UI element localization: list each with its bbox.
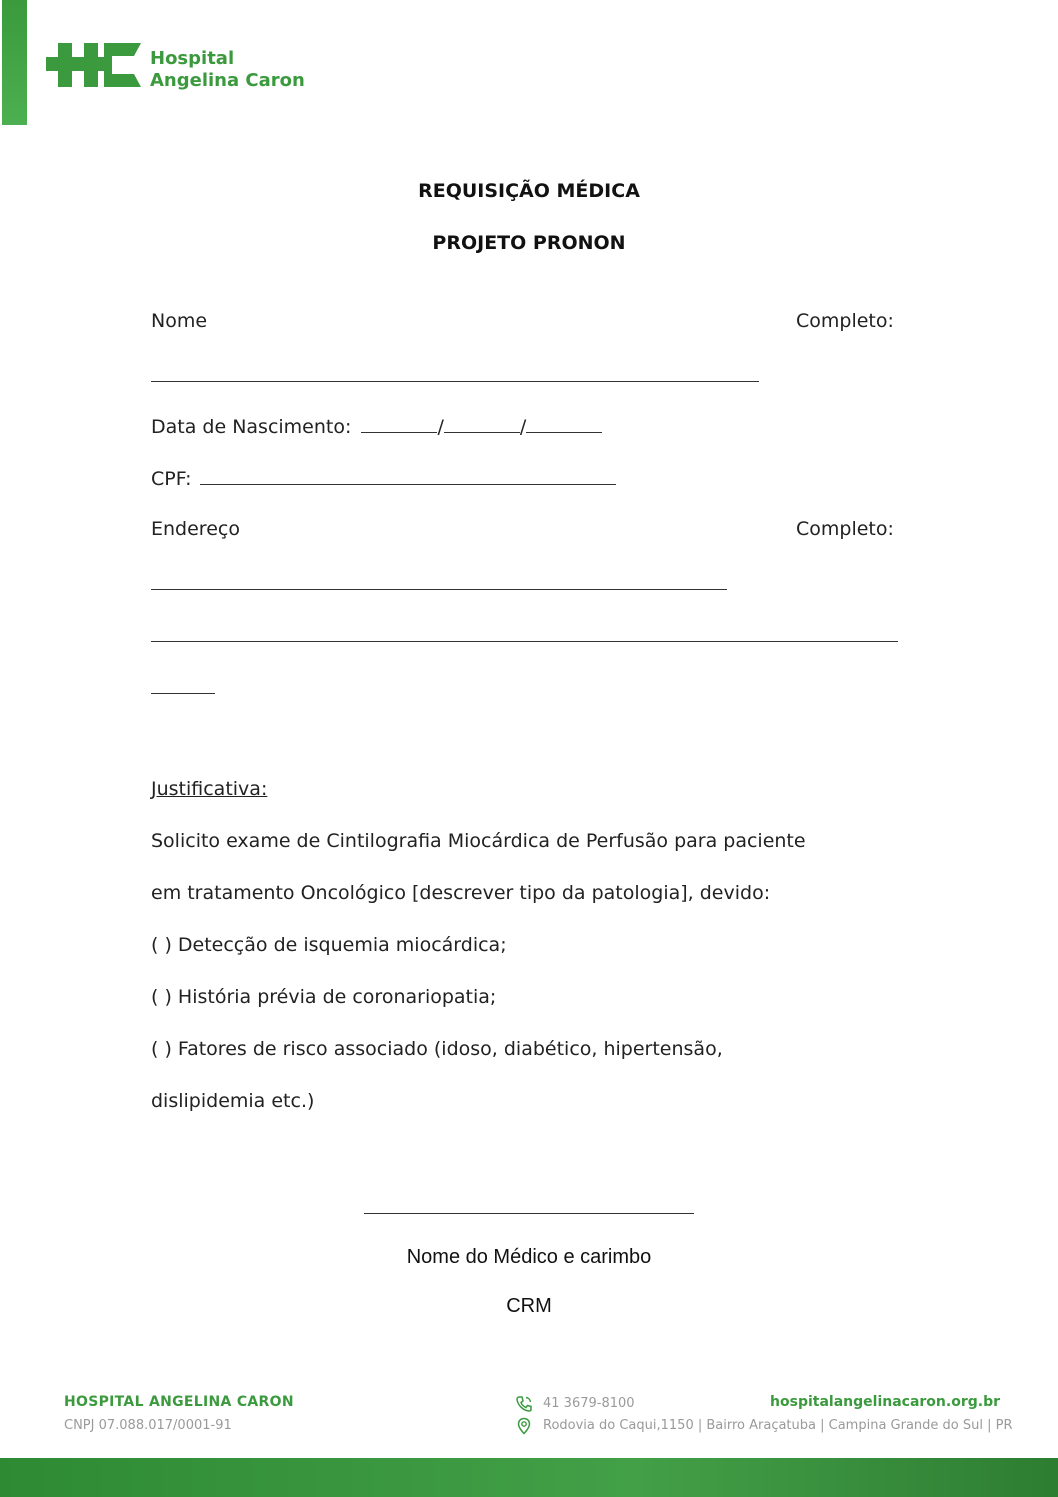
footer-accent-bar (0, 1458, 1058, 1497)
nome-label: Nome (151, 310, 208, 332)
signature-label: Nome do Médico e carimbo (406, 1246, 652, 1268)
footer-hospital-name: HOSPITAL ANGELINA CARON (64, 1394, 294, 1410)
nascimento-label: Data de Nascimento: (151, 416, 352, 438)
signature-line[interactable] (364, 1213, 694, 1214)
date-separator: / (519, 416, 527, 438)
birth-year-field[interactable] (526, 414, 602, 433)
crm-label: CRM (506, 1295, 552, 1317)
birth-month-field[interactable] (444, 414, 520, 433)
endereco-label: Endereço (151, 518, 240, 540)
option-fatores-risco[interactable]: ( ) Fatores de risco associado (idoso, diabético, hipertensão, (151, 1038, 723, 1060)
justificativa-text-2: em tratamento Oncológico [descrever tipo da patologia], devido: (151, 882, 771, 904)
footer-website-link[interactable]: hospitalangelinacaron.org.br (770, 1394, 1000, 1410)
option-isquemia[interactable]: ( ) Detecção de isquemia miocárdica; (151, 934, 507, 956)
location-pin-icon (515, 1417, 533, 1435)
footer-address: Rodovia do Caqui,1150 | Bairro Araçatuba | Campina Grande do Sul | PR (543, 1418, 1013, 1433)
logo-line-2: Angelina Caron (150, 70, 305, 91)
option-fatores-risco-cont: dislipidemia etc.) (151, 1090, 315, 1112)
justificativa-heading: Justificativa: (151, 778, 268, 800)
option-coronariopatia[interactable]: ( ) História prévia de coronariopatia; (151, 986, 497, 1008)
justificativa-text-1: Solicito exame de Cintilografia Miocárdica de Perfusão para paciente (151, 830, 806, 852)
hospital-hc-logo-icon (46, 40, 141, 90)
cpf-row (151, 466, 616, 490)
document-subtitle: PROJETO PRONON (432, 232, 626, 254)
hospital-logo-text (150, 48, 305, 92)
nome-completo-label: Completo: (796, 310, 894, 332)
footer-cnpj: CNPJ 07.088.017/0001-91 (64, 1418, 232, 1433)
phone-icon (515, 1395, 533, 1413)
footer-phone: 41 3679-8100 (543, 1396, 635, 1411)
endereco-line-1[interactable] (151, 589, 727, 590)
endereco-line-2[interactable] (151, 641, 898, 642)
date-separator: / (437, 416, 444, 438)
logo-line-1: Hospital (150, 48, 235, 69)
nome-line[interactable] (151, 381, 759, 382)
endereco-completo-label: Completo: (796, 518, 894, 540)
nascimento-row (151, 414, 602, 438)
cpf-field[interactable] (200, 466, 616, 485)
endereco-line-3[interactable] (151, 693, 215, 694)
cpf-label: CPF: (151, 468, 192, 490)
document-title: REQUISIÇÃO MÉDICA (418, 180, 640, 202)
birth-day-field[interactable] (361, 414, 437, 433)
header-accent-bar (2, 0, 27, 125)
